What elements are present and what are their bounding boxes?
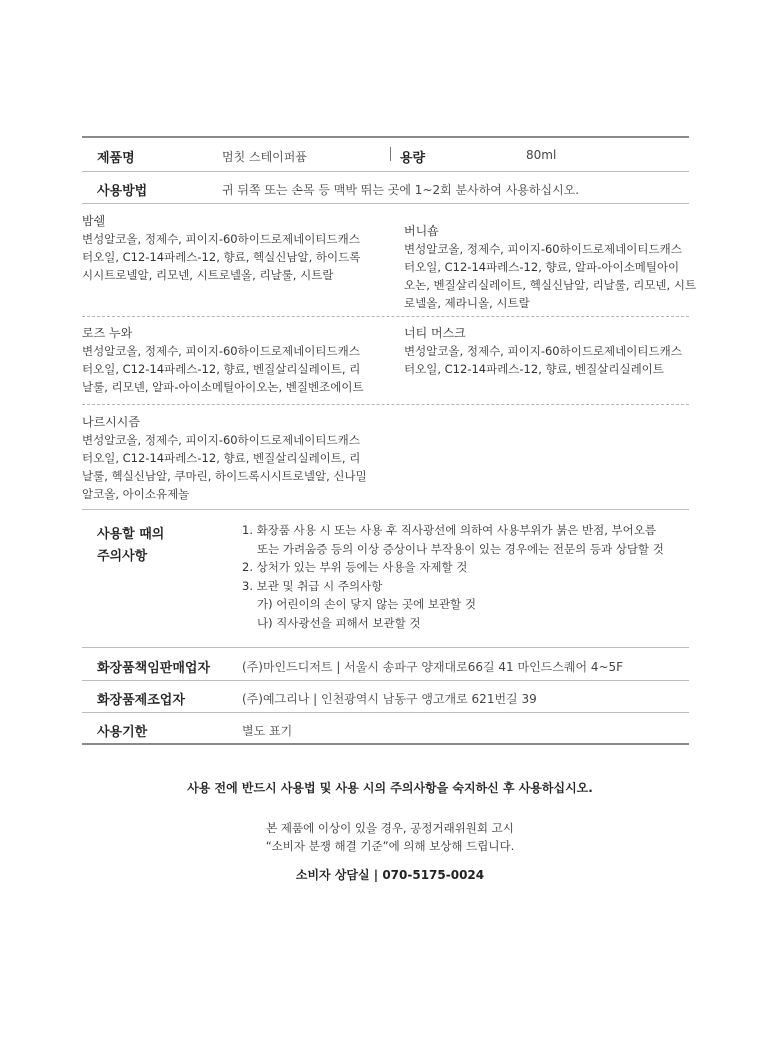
- caution-line: 2. 상처가 있는 부위 등에는 사용을 자제할 것: [242, 560, 468, 574]
- caution-line: 1. 화장품 사용 시 또는 사용 후 직사광선에 의하여 사용부위가 붉은 반점, 부어오름: [242, 523, 656, 537]
- caution-line: 3. 보관 및 취급 시 주의사항: [242, 578, 383, 593]
- ingredient-line: 변성알코올, 정제수, 피이지-60하이드로제네이티드캐스: [404, 344, 682, 358]
- column-divider: [390, 147, 391, 161]
- ingredient-line: 터오일, C12-14파레스-12, 향료, 벤질살리실레이트, 리: [82, 362, 361, 376]
- caution-list: [242, 521, 664, 632]
- compensation-line: 본 제품에 이상이 있을 경우, 공정거래위원회 고시: [266, 821, 514, 835]
- ingredients-row-1: [82, 204, 697, 317]
- usage-label: 사용방법: [97, 184, 148, 199]
- caution-row: [82, 510, 689, 648]
- product-name-label: 제품명: [97, 151, 135, 166]
- ingredient-item: [404, 324, 704, 378]
- product-name-value: 멈칫 스테이퍼퓸: [222, 150, 307, 164]
- ingredient-line: 터오일, C12-14파레스-12, 향료, 벤질살리실레이트: [404, 362, 664, 376]
- seller-label: 화장품책임판매업자: [97, 661, 211, 676]
- ingredient-line: 오논, 벤질살리실레이트, 헥실신남알, 리날룰, 리모넨, 시트: [404, 278, 697, 292]
- manufacturer-value: (주)예그리나 | 인천광역시 남동구 앵고개로 621번길 39: [242, 692, 537, 706]
- ingredient-item: [82, 212, 382, 284]
- ingredients-row-3: [82, 405, 689, 510]
- ingredient-name: 너티 머스크: [404, 326, 466, 340]
- ingredient-line: 터오일, C12-14파레스-12, 향료, 알파-아이소메틸아이: [404, 260, 680, 274]
- volume-value: 80ml: [526, 148, 557, 162]
- ingredient-line: 변성알코올, 정제수, 피이지-60하이드로제네이티드캐스: [82, 232, 360, 246]
- compensation-line: “소비자 분쟁 해결 기준”에 의해 보상해 드립니다.: [265, 839, 515, 853]
- usage-notice: 사용 전에 반드시 사용법 및 사용 시의 주의사항을 숙지하신 후 사용하십시오.: [187, 781, 593, 795]
- expiry-value: 별도 표기: [242, 724, 293, 738]
- consumer-contact: 소비자 상담실 | 070-5175-0024: [295, 868, 485, 882]
- ingredient-line: 변성알코올, 정제수, 피이지-60하이드로제네이티드캐스: [82, 344, 360, 358]
- ingredients-row-2: [82, 317, 689, 405]
- ingredient-name: 밤쉘: [82, 214, 106, 228]
- caution-line: 나) 직사광선을 피해서 보관할 것: [257, 615, 421, 630]
- volume-label: 용량: [400, 151, 426, 166]
- usage-row: [82, 172, 689, 204]
- caution-label-line: 사용할 때의: [97, 527, 165, 542]
- seller-value: (주)마인드디저트 | 서울시 송파구 양재대로66길 41 마인드스퀘어 4~5F: [242, 660, 624, 674]
- caution-line: 또는 가려움증 등의 이상 증상이나 부작용이 있는 경우에는 전문의 등과 상담할 것: [257, 541, 664, 556]
- ingredient-item: [404, 222, 704, 312]
- expiry-label: 사용기한: [97, 725, 148, 740]
- ingredient-line: 변성알코올, 정제수, 피이지-60하이드로제네이티드캐스: [404, 242, 682, 256]
- ingredient-item: [82, 324, 382, 396]
- product-row: [82, 138, 689, 172]
- ingredient-line: 알코올, 아이소유제놀: [82, 487, 190, 501]
- caution-label: [97, 524, 164, 568]
- bottom-rule: [82, 743, 689, 745]
- caution-label-line: 주의사항: [97, 549, 148, 564]
- ingredient-line: 터오일, C12-14파레스-12, 향료, 헥실신남알, 하이드록: [82, 250, 361, 264]
- expiry-row: [82, 713, 689, 743]
- caution-line: 가) 어린이의 손이 닿지 않는 곳에 보관할 것: [257, 597, 476, 611]
- ingredient-line: 날룰, 헥실신남알, 쿠마린, 하이드록시시트로넬알, 신나밀: [82, 469, 367, 483]
- ingredient-line: 시시트로넬알, 리모넨, 시트로넬올, 리날룰, 시트랄: [82, 268, 334, 282]
- ingredient-line: 터오일, C12-14파레스-12, 향료, 벤질살리실레이트, 리: [82, 451, 361, 465]
- ingredient-line: 로넬올, 제라니올, 시트랄: [404, 296, 530, 310]
- product-info-sheet: [82, 136, 697, 745]
- seller-row: [82, 648, 689, 681]
- ingredient-item: [82, 413, 382, 503]
- ingredient-name: 로즈 누와: [82, 326, 133, 340]
- manufacturer-row: [82, 681, 689, 713]
- manufacturer-label: 화장품제조업자: [97, 693, 185, 708]
- usage-value: 귀 뒤쪽 또는 손목 등 맥박 뛰는 곳에 1~2회 분사하여 사용하십시오.: [222, 183, 580, 197]
- ingredient-line: 날룰, 리모넨, 알파-아이소메틸아이오논, 벤질벤조에이트: [82, 380, 364, 394]
- ingredient-name: 버니숍: [404, 224, 439, 238]
- ingredient-line: 변성알코올, 정제수, 피이지-60하이드로제네이티드캐스: [82, 433, 360, 447]
- ingredient-name: 나르시시즘: [82, 415, 140, 429]
